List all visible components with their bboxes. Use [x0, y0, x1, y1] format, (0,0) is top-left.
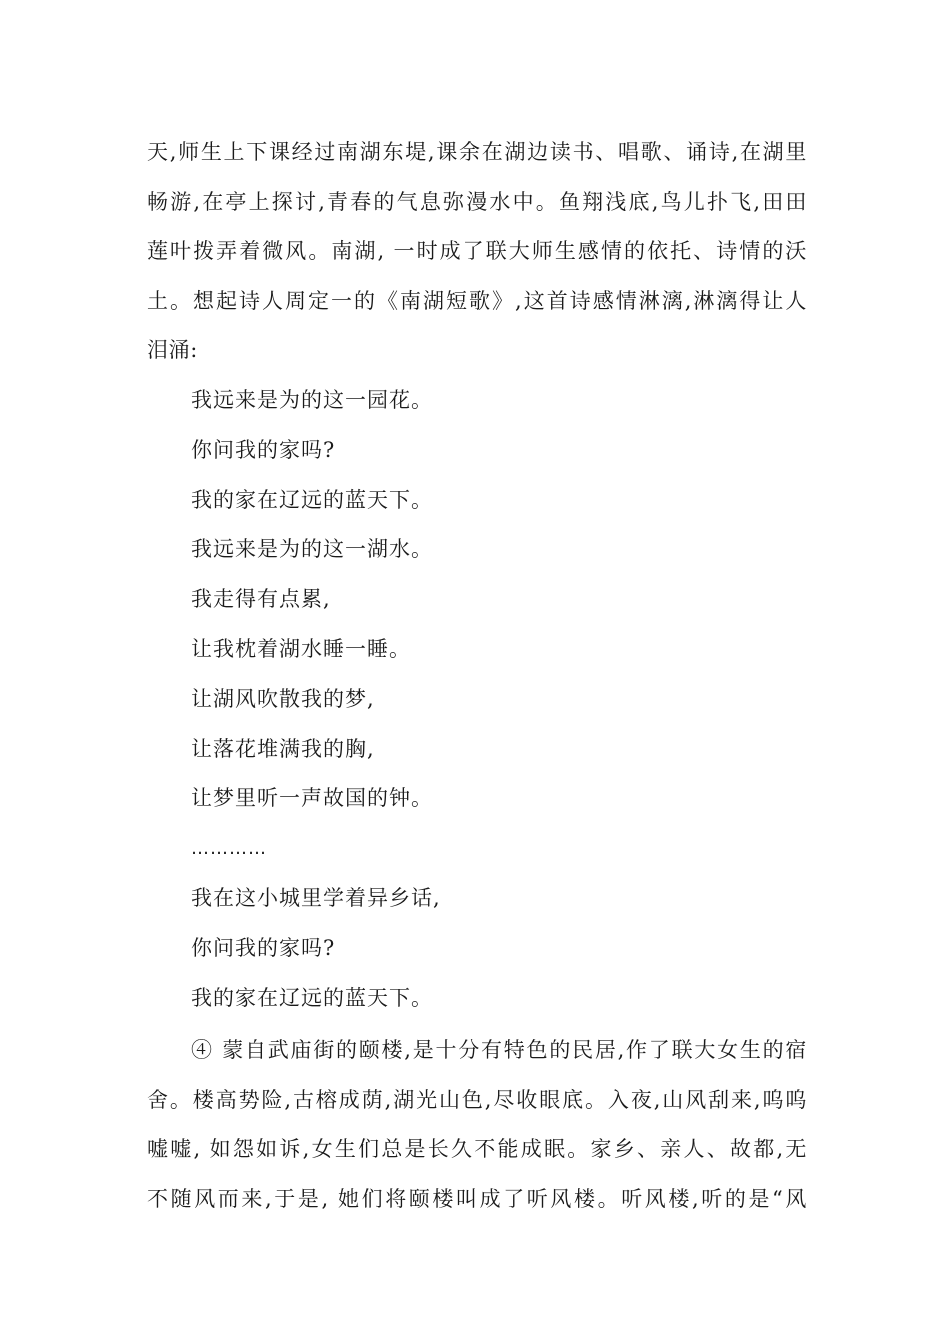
text-line: 天,师生上下课经过南湖东堤,课余在湖边读书、唱歌、诵诗,在湖里	[147, 140, 807, 164]
poem-line: 我在这小城里学着异乡话,	[191, 885, 441, 910]
poem-line: 你问我的家吗?	[191, 437, 336, 462]
poem-line: 我的家在辽远的蓝天下。	[191, 487, 433, 512]
text-line: 舍。楼高势险,古榕成荫,湖光山色,尽收眼底。入夜,山风刮来,呜呜	[147, 1087, 807, 1112]
poem-nanhu-short-song	[191, 376, 791, 1023]
poem-line: 我远来是为的这一湖水。	[191, 537, 433, 562]
paragraph-yilou	[147, 1026, 807, 1224]
poem-line: 让落花堆满我的胸,	[191, 736, 375, 761]
paragraph-nanhu	[147, 128, 807, 376]
poem-line: 让梦里听一声故国的钟。	[191, 786, 433, 811]
text-line: ④ 蒙自武庙街的颐楼,是十分有特色的民居,作了联大女生的宿	[191, 1038, 807, 1062]
poem-line: 让我枕着湖水睡一睡。	[191, 636, 411, 661]
poem-line: 你问我的家吗?	[191, 935, 336, 960]
text-line: 嘘嘘, 如怨如诉,女生们总是长久不能成眠。家乡、亲人、故都,无	[147, 1137, 807, 1161]
text-line: 莲叶拨弄着微风。南湖, 一时成了联大师生感情的依托、诗情的沃	[147, 239, 807, 263]
text-line: 泪涌:	[147, 338, 198, 362]
text-line: 土。想起诗人周定一的《南湖短歌》,这首诗感情淋漓,淋漓得让人	[147, 288, 807, 313]
poem-line: 让湖风吹散我的梦,	[191, 686, 375, 711]
poem-line: 我走得有点累,	[191, 587, 331, 612]
text-line: 畅游,在亭上探讨,青春的气息弥漫水中。鱼翔浅底,鸟儿扑飞,田田	[147, 189, 807, 214]
poem-line: 我远来是为的这一园花。	[191, 388, 433, 412]
text-line: 不随风而来,于是, 她们将颐楼叫成了听风楼。听风楼,听的是“风	[147, 1186, 807, 1211]
poem-line: 我的家在辽远的蓝天下。	[191, 985, 433, 1010]
poem-ellipsis: …………	[191, 838, 267, 860]
